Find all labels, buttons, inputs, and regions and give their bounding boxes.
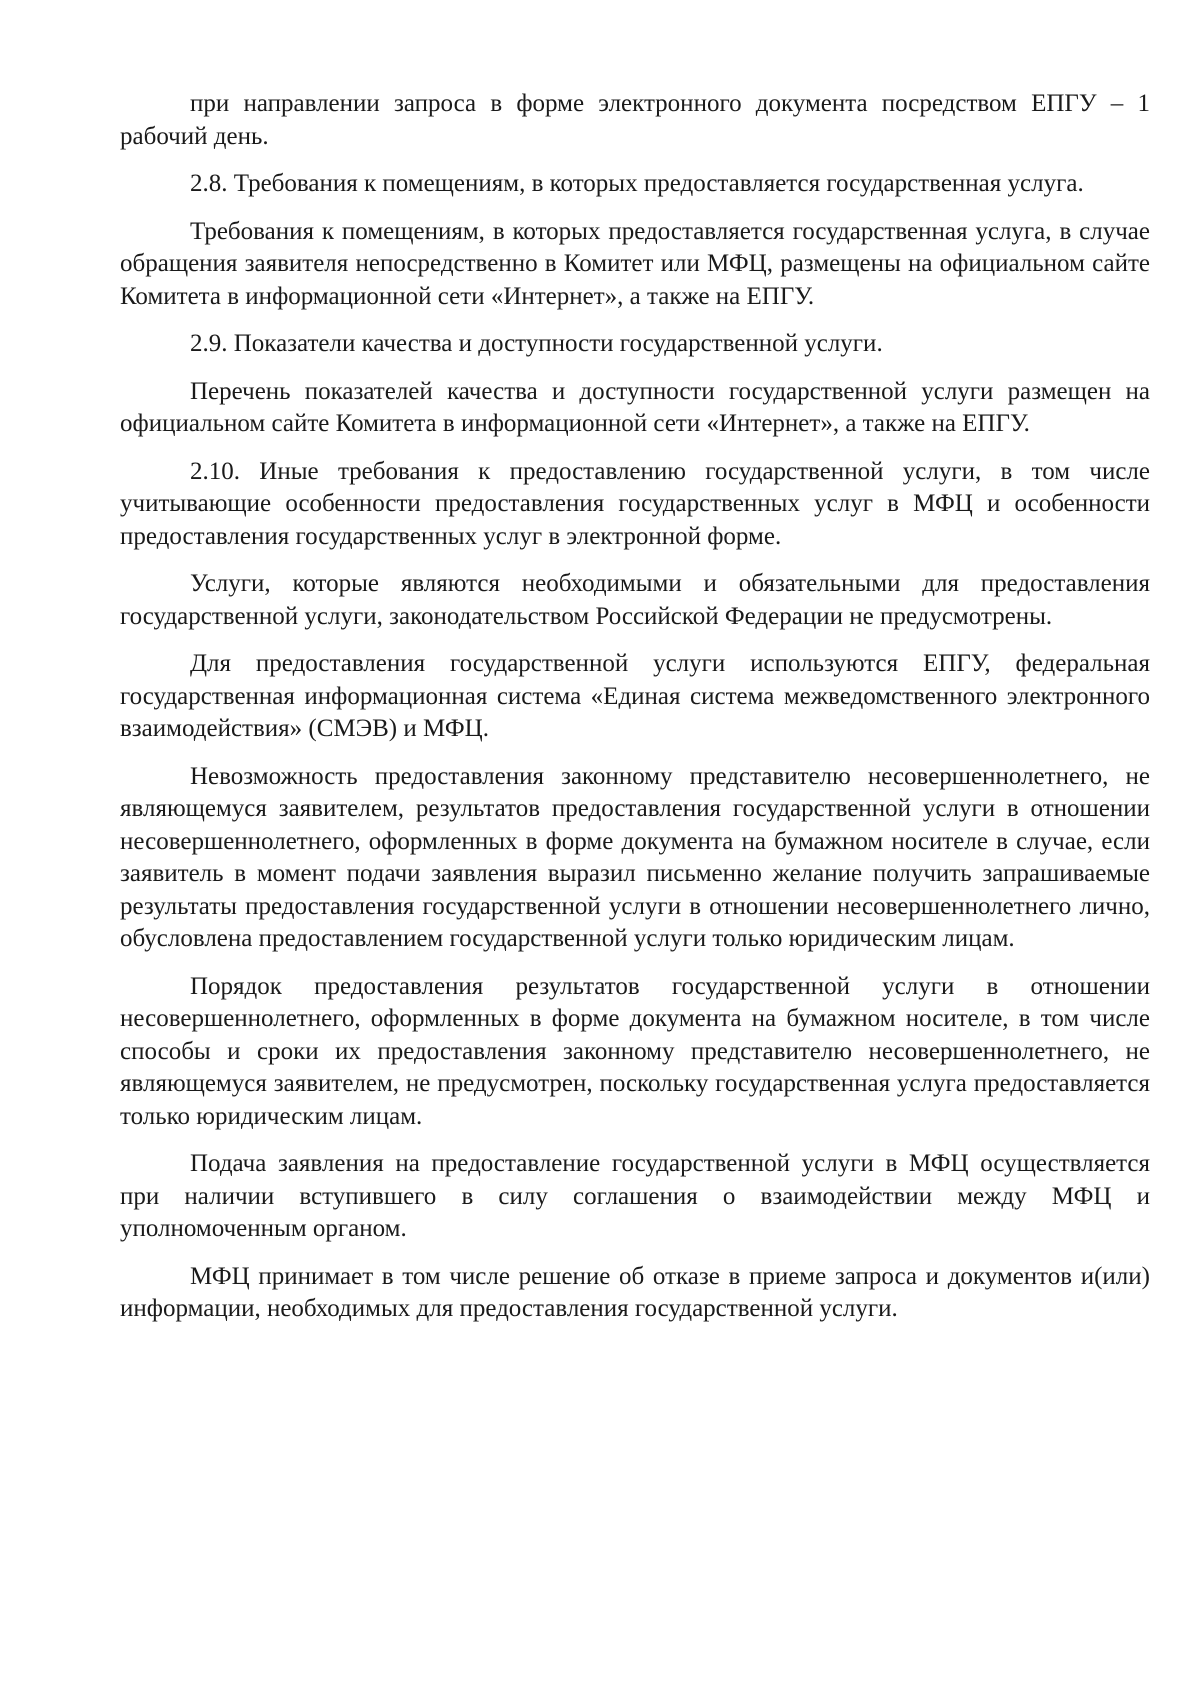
paragraph-request-deadline: при направлении запроса в форме электронного документа посредством ЕПГУ – 1 рабочий день. [120,90,1150,150]
paragraph-impossibility: Невозможность предоставления законному представителю несовершеннолетнего, не являющемуся заявителем, результатов предоставления государственной услуги в отношении несовершеннолетнего, оформленных в форме документа на бумажном носителе в случае, если заявитель в момент подачи заявления выразил письменно желание получить запрашиваемые результаты предоставления государственной услуги в отношении несовершеннолетнего лично, обусловлена предоставлением государственной услуги только юридическим лицам. [120,762,1150,952]
section-2-9-heading: 2.9. Показатели качества и доступности государственной услуги. [190,330,883,357]
paragraph-quality-indicators: Перечень показателей качества и доступности государственной услуги размещен на официальном сайте Комитета в информационной сети «Интернет», а также на ЕПГУ. [120,377,1150,437]
paragraph-mfc-refusal: МФЦ принимает в том числе решение об отказе в приеме запроса и документов и(или) информации, необходимых для предоставления государственной услуги. [120,1262,1150,1322]
paragraph-results-procedure: Порядок предоставления результатов государственной услуги в отношении несовершеннолетнего, оформленных в форме документа на бумажном носителе, в том числе способы и сроки их предоставления законному представителю несовершеннолетнего, не являющемуся заявителем, не предусмотрен, поскольку государственная услуга предоставляется только юридическим лицам. [120,972,1150,1130]
section-2-10-heading: 2.10. Иные требования к предоставлению государственной услуги, в том числе учитывающие особенности предоставления государственных услуг в МФЦ и особенности предоставления государственных услуг в электронной форме. [120,457,1150,550]
paragraph-mfc-application: Подача заявления на предоставление государственной услуги в МФЦ осуществляется при наличии вступившего в силу соглашения о взаимодействии между МФЦ и уполномоченным органом. [120,1150,1150,1242]
paragraph-required-services: Услуги, которые являются необходимыми и обязательными для предоставления государственной услуги, законодательством Российской Федерации не предусмотрены. [120,570,1150,630]
document-page [120,88,1150,1341]
paragraph-systems-used: Для предоставления государственной услуги используются ЕПГУ, федеральная государственная информационная система «Единая система межведомственного электронного взаимодействия» (СМЭВ) и МФЦ. [120,650,1150,742]
paragraph-premises-requirements: Требования к помещениям, в которых предоставляется государственная услуга, в случае обращения заявителя непосредственно в Комитет или МФЦ, размещены на официальном сайте Комитета в информационной сети «Интернет», а также на ЕПГУ. [120,217,1150,310]
section-2-8-heading: 2.8. Требования к помещениям, в которых предоставляется государственная услуга. [190,170,1084,197]
